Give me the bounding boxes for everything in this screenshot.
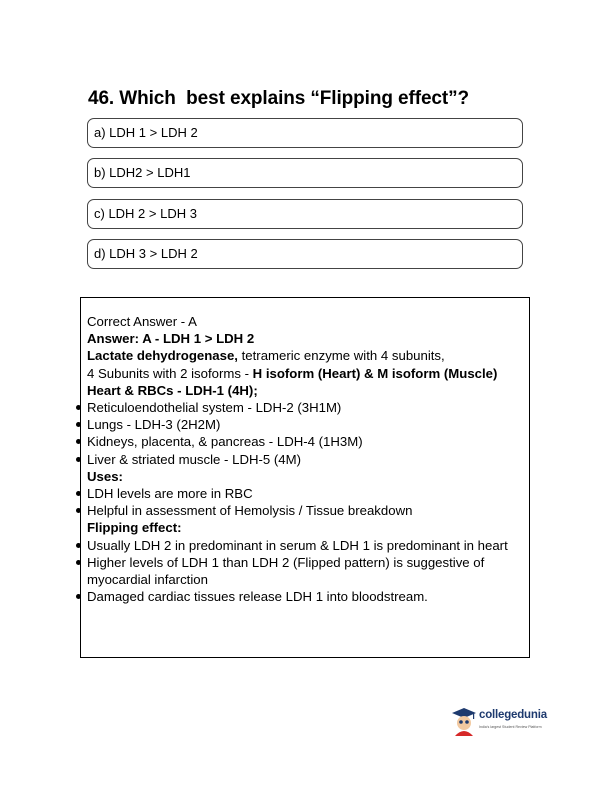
ldh-rest: tetrameric enzyme with 4 subunits,	[237, 348, 445, 364]
answer-line: Answer: A - LDH 1 > LDH 2	[87, 331, 255, 347]
uses-item: Helpful in assessment of Hemolysis / Tissue breakdown	[87, 502, 527, 519]
subunits-bold: H isoform (Heart) & M isoform (Muscle)	[252, 365, 498, 381]
ldh-bold: Lactate dehydrogenase,	[87, 348, 238, 364]
logo-name: collegedunia	[479, 709, 547, 721]
uses-item: LDH levels are more in RBC	[87, 485, 527, 502]
flipping-item: Usually LDH 2 in predominant in serum & LDH 1 is predominant in heart	[87, 537, 527, 554]
correct-answer: Correct Answer - A	[87, 314, 197, 329]
option-b[interactable]: b) LDH2 > LDH1	[87, 158, 523, 188]
option-a[interactable]: a) LDH 1 > LDH 2	[87, 118, 523, 148]
logo-tagline: India's largest Student Review Platform	[479, 725, 542, 729]
isoenzyme-item: Lungs - LDH-3 (2H2M)	[87, 416, 527, 433]
question-title: 46. Which best explains “Flipping effect”?	[88, 88, 470, 109]
isoenzyme-item: Reticuloendothelial system - LDH-2 (3H1M)	[87, 399, 527, 416]
option-c[interactable]: c) LDH 2 > LDH 3	[87, 199, 523, 229]
option-d[interactable]: d) LDH 3 > LDH 2	[87, 239, 523, 269]
isoenzyme-item: Liver & striated muscle - LDH-5 (4M)	[87, 451, 527, 468]
flipping-item: Damaged cardiac tissues release LDH 1 into bloodstream.	[87, 588, 527, 605]
answer-content	[87, 313, 527, 605]
ldh-description	[87, 347, 527, 364]
isoenzyme-item: Kidneys, placenta, & pancreas - LDH-4 (1H3M)	[87, 433, 527, 450]
collegedunia-logo	[451, 706, 561, 738]
uses-heading: Uses:	[87, 468, 123, 484]
heart-rbc: Heart & RBCs - LDH-1 (4H);	[87, 382, 258, 398]
subunits-description	[87, 365, 527, 382]
subunits-pre: 4 Subunits with 2 isoforms -	[87, 365, 253, 381]
flipping-heading: Flipping effect:	[87, 520, 182, 536]
flipping-item: Higher levels of LDH 1 than LDH 2 (Flipped pattern) is suggestive of myocardial infarction	[87, 554, 527, 588]
graduate-mascot-icon	[451, 706, 477, 736]
